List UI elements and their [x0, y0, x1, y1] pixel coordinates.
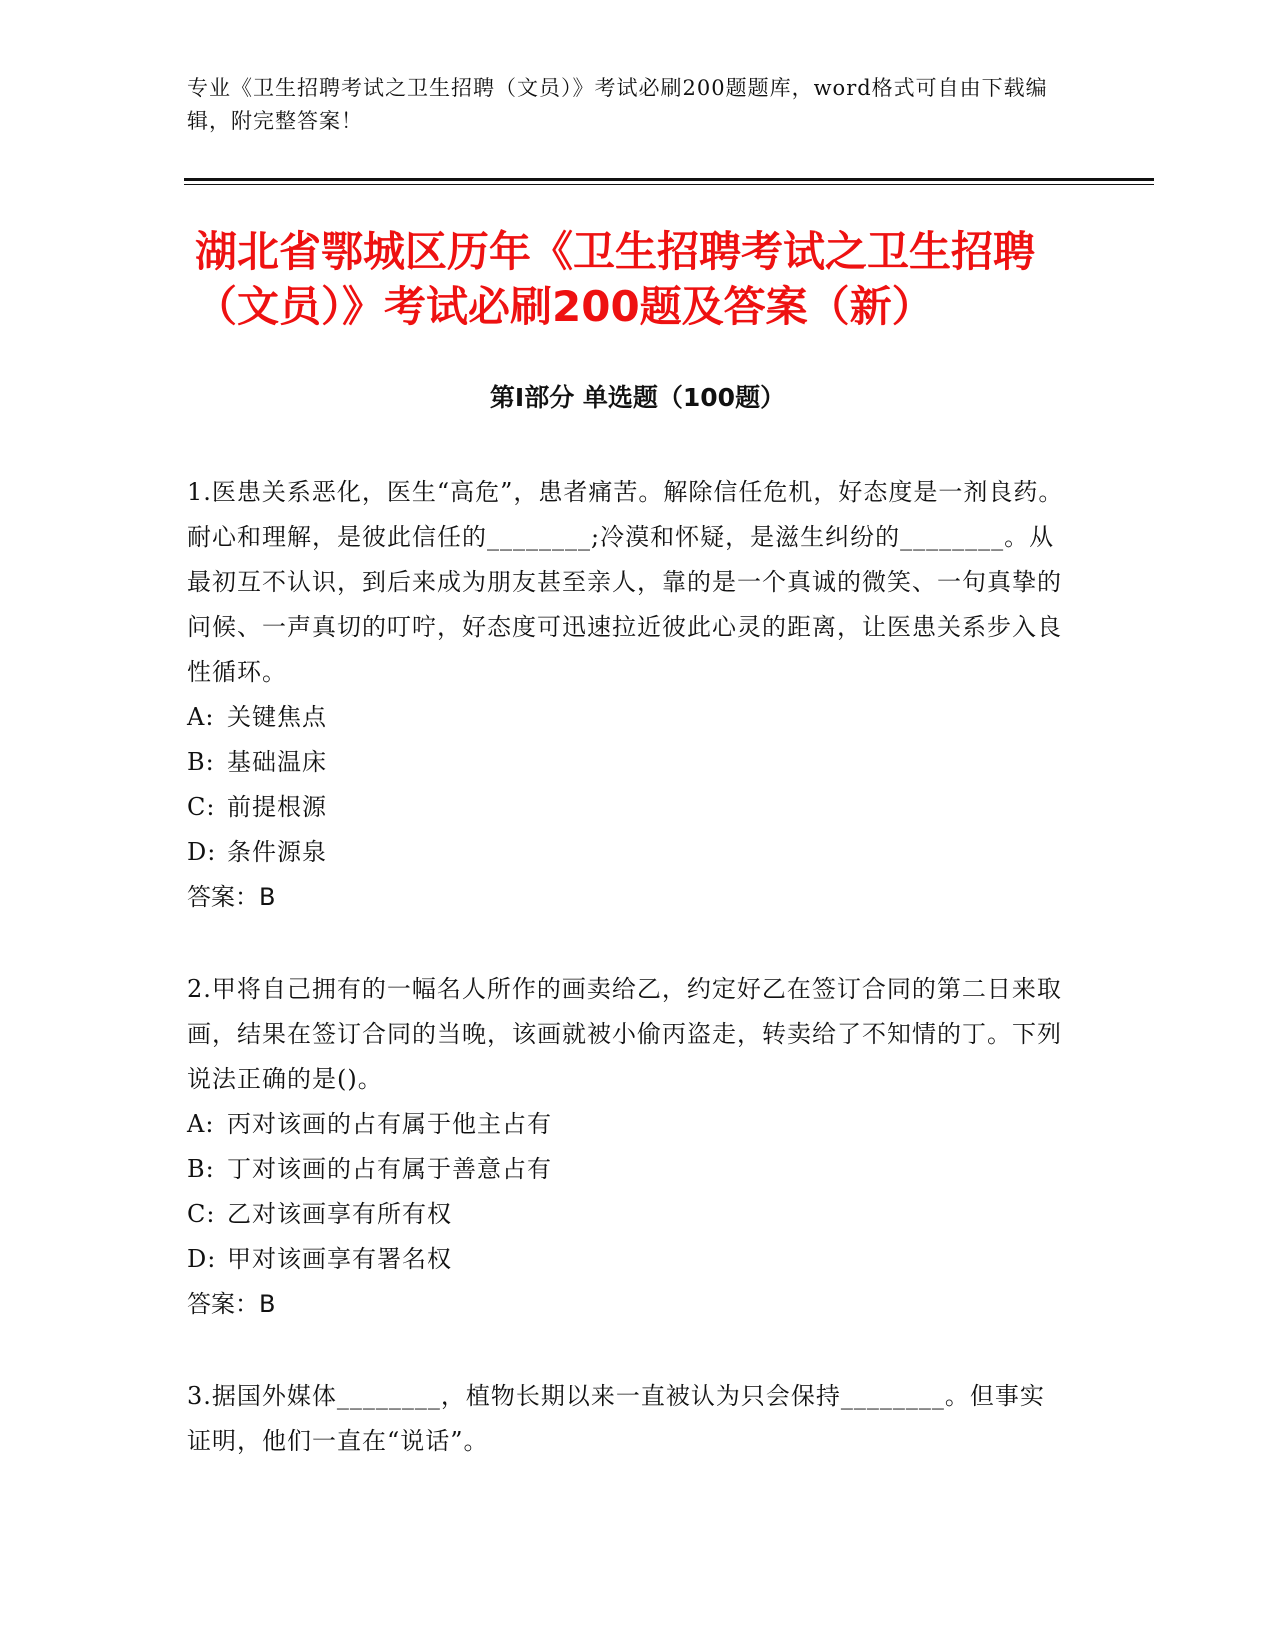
option-b — [187, 1147, 1067, 1192]
option-text: 基础温床 — [227, 748, 327, 776]
question-list — [187, 470, 1067, 1511]
option-c — [187, 785, 1067, 830]
option-text: 丁对该画的占有属于善意占有 — [227, 1155, 552, 1183]
header-divider-thick — [184, 178, 1154, 181]
option-text: 乙对该画享有所有权 — [227, 1200, 452, 1228]
option-letter: D: — [187, 1245, 217, 1273]
section-title: 第Ⅰ部分 单选题（100题） — [489, 383, 786, 412]
answer-line — [187, 875, 1067, 920]
option-list — [187, 1102, 1067, 1282]
option-c — [187, 1192, 1067, 1237]
option-text: 关键焦点 — [227, 703, 327, 731]
answer-label: 答案： — [187, 883, 259, 911]
header-divider-thin — [184, 184, 1154, 185]
header-note: 专业《卫生招聘考试之卫生招聘（文员）》考试必刷200题题库，word格式可自由下载编辑，附完整答案！ — [187, 76, 1048, 133]
option-letter: B: — [187, 1155, 215, 1183]
answer-value: B — [259, 883, 276, 911]
question-stem: 2.甲将自己拥有的一幅名人所作的画卖给乙，约定好乙在签订合同的第二日来取画，结果在签订合同的当晚，该画就被小偷丙盗走，转卖给了不知情的丁。下列说法正确的是()。 — [187, 975, 1062, 1093]
option-d — [187, 830, 1067, 875]
option-letter: C: — [187, 793, 216, 821]
option-text: 条件源泉 — [227, 838, 327, 866]
option-d — [187, 1237, 1067, 1282]
option-list — [187, 695, 1067, 875]
question-3 — [187, 1374, 1067, 1464]
option-text: 甲对该画享有署名权 — [227, 1245, 452, 1273]
option-letter: C: — [187, 1200, 216, 1228]
option-b — [187, 740, 1067, 785]
answer-value: B — [259, 1290, 276, 1318]
option-text: 丙对该画的占有属于他主占有 — [227, 1110, 552, 1138]
option-a — [187, 1102, 1067, 1147]
option-letter: B: — [187, 748, 215, 776]
question-2 — [187, 967, 1067, 1327]
question-1 — [187, 470, 1067, 920]
answer-label: 答案： — [187, 1290, 259, 1318]
question-stem: 3.据国外媒体________，植物长期以来一直被认为只会保持________。但事实证明，他们一直在“说话”。 — [187, 1382, 1045, 1455]
option-letter: D: — [187, 838, 217, 866]
document-title: 湖北省鄂城区历年《卫生招聘考试之卫生招聘（文员）》考试必刷200题及答案（新） — [195, 227, 1036, 331]
option-letter: A: — [187, 703, 215, 731]
option-text: 前提根源 — [227, 793, 327, 821]
question-stem: 1.医患关系恶化，医生“高危”，患者痛苦。解除信任危机，好态度是一剂良药。耐心和理解，是彼此信任的________;冷漠和怀疑，是滋生纠纷的________。从最初互不认识，到后来成为朋友甚至亲人，靠的是一个真诚的微笑、一句真挚的问候、一声真切的叮咛，好态度可迅速拉近彼此心灵的距离，让医患关系步入良性循环。 — [187, 478, 1064, 686]
option-a — [187, 695, 1067, 740]
answer-line — [187, 1282, 1067, 1327]
option-letter: A: — [187, 1110, 215, 1138]
